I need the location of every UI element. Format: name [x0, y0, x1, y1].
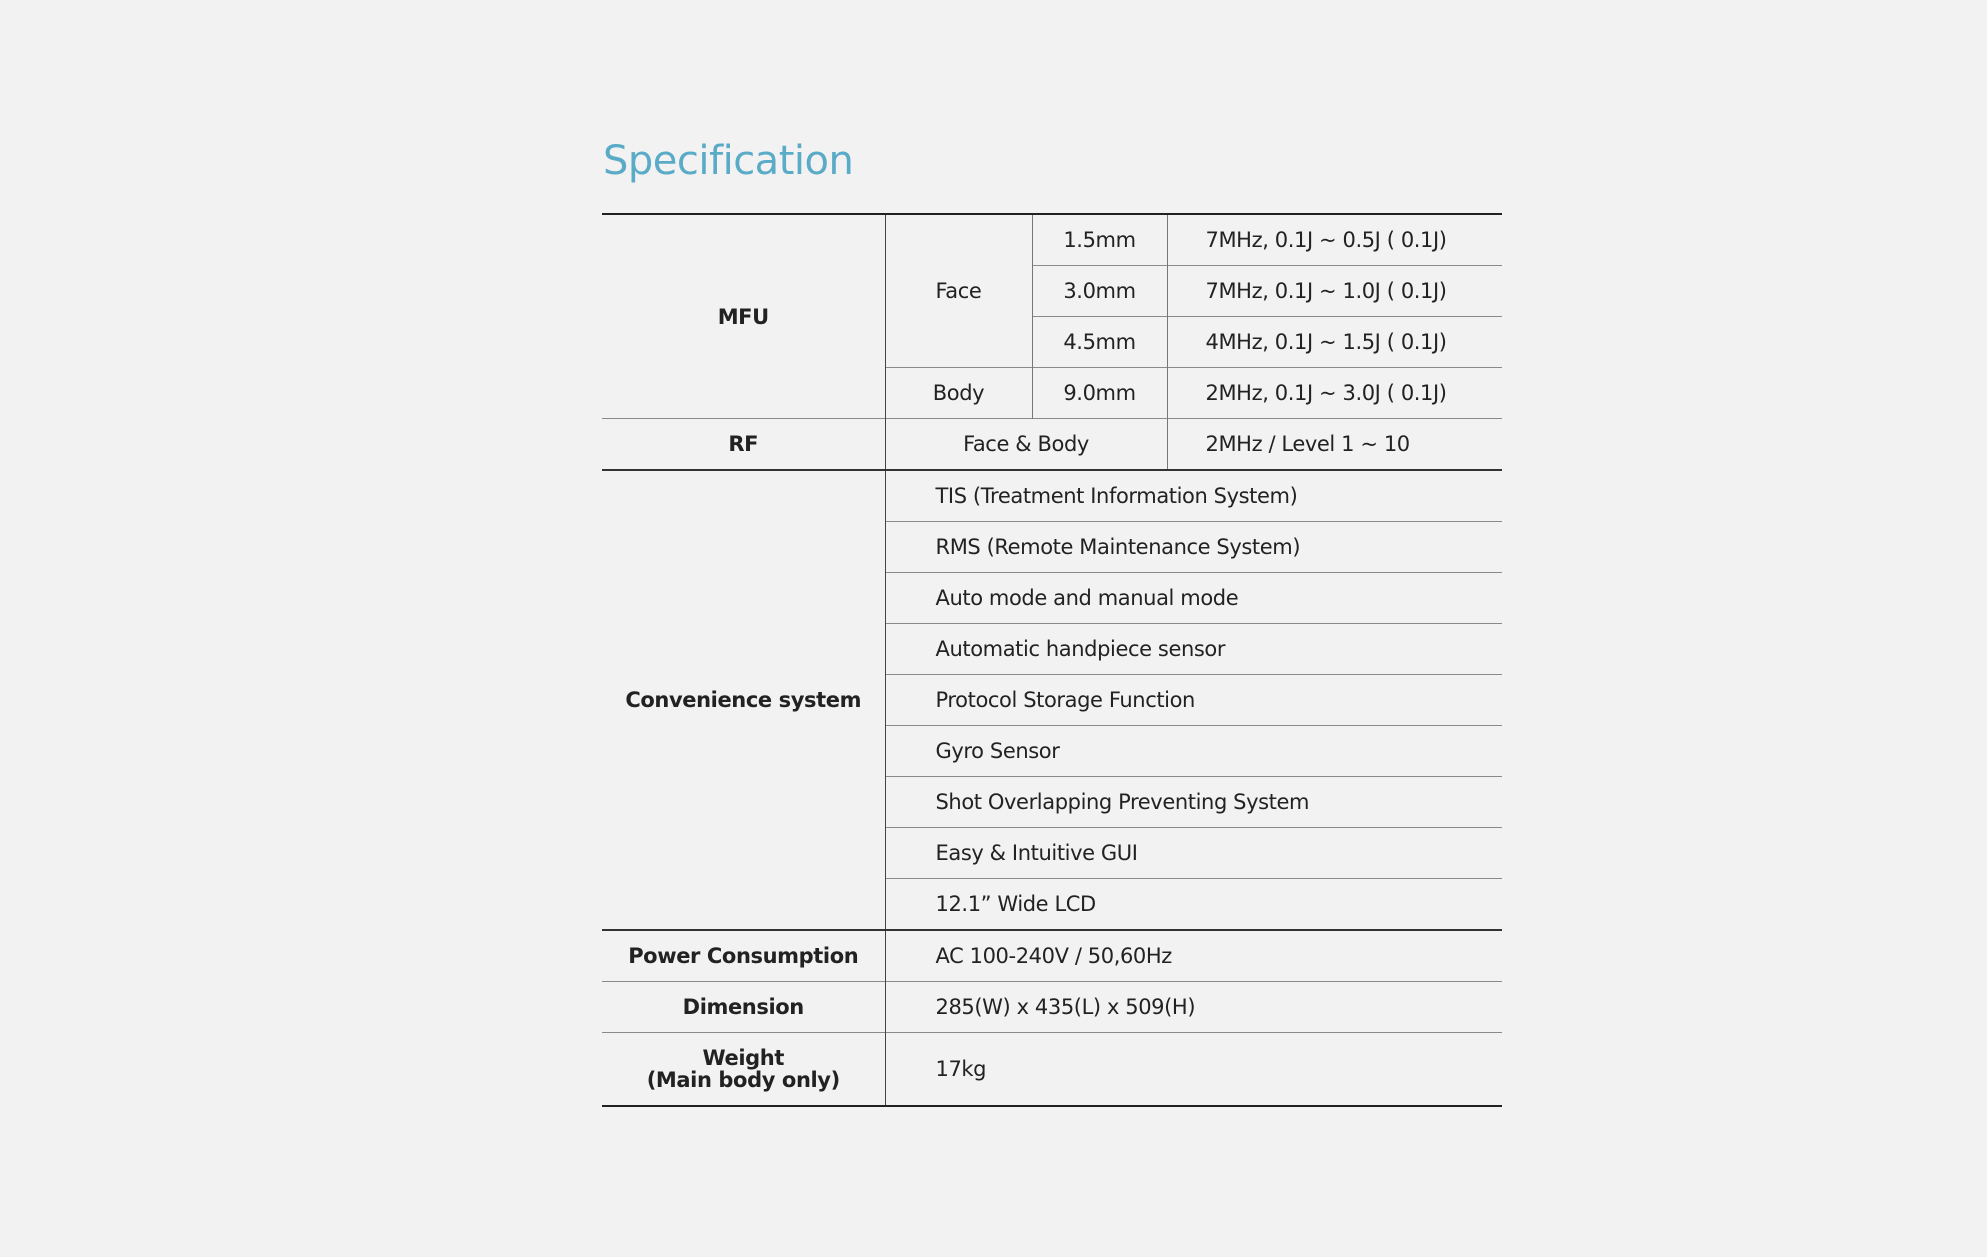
table-row — [602, 419, 1502, 471]
page-title: Specification — [603, 138, 854, 184]
convenience-item: Gyro Sensor — [885, 726, 1502, 777]
rf-label: RF — [602, 419, 885, 471]
convenience-item: Easy & Intuitive GUI — [885, 828, 1502, 879]
mfu-depth: 9.0mm — [1032, 368, 1167, 419]
table-row — [602, 1033, 1502, 1107]
convenience-item: Shot Overlapping Preventing System — [885, 777, 1502, 828]
mfu-depth: 1.5mm — [1032, 214, 1167, 266]
mfu-label: MFU — [602, 214, 885, 419]
weight-label-line2: (Main body only) — [646, 1068, 840, 1092]
power-value: AC 100-240V / 50,60Hz — [885, 930, 1502, 982]
convenience-label: Convenience system — [602, 470, 885, 930]
table-row — [602, 470, 1502, 522]
convenience-item: Auto mode and manual mode — [885, 573, 1502, 624]
mfu-value: 2MHz, 0.1J ~ 3.0J ( 0.1J) — [1167, 368, 1502, 419]
specification-table — [602, 213, 1502, 1107]
mfu-value: 7MHz, 0.1J ~ 1.0J ( 0.1J) — [1167, 266, 1502, 317]
convenience-item: RMS (Remote Maintenance System) — [885, 522, 1502, 573]
convenience-item: TIS (Treatment Information System) — [885, 470, 1502, 522]
mfu-face-label: Face — [885, 214, 1032, 368]
dimension-value: 285(W) x 435(L) x 509(H) — [885, 982, 1502, 1033]
rf-value: 2MHz / Level 1 ~ 10 — [1167, 419, 1502, 471]
rf-area: Face & Body — [885, 419, 1167, 471]
mfu-value: 4MHz, 0.1J ~ 1.5J ( 0.1J) — [1167, 317, 1502, 368]
weight-value: 17kg — [885, 1033, 1502, 1107]
convenience-item: 12.1” Wide LCD — [885, 879, 1502, 931]
table-row — [602, 214, 1502, 266]
convenience-item: Protocol Storage Function — [885, 675, 1502, 726]
weight-label — [602, 1033, 885, 1107]
power-label: Power Consumption — [602, 930, 885, 982]
mfu-depth: 4.5mm — [1032, 317, 1167, 368]
convenience-item: Automatic handpiece sensor — [885, 624, 1502, 675]
dimension-label: Dimension — [602, 982, 885, 1033]
mfu-value: 7MHz, 0.1J ~ 0.5J ( 0.1J) — [1167, 214, 1502, 266]
mfu-depth: 3.0mm — [1032, 266, 1167, 317]
table-row — [602, 930, 1502, 982]
mfu-body-label: Body — [885, 368, 1032, 419]
table-row — [602, 982, 1502, 1033]
weight-label-line1: Weight — [702, 1046, 784, 1070]
